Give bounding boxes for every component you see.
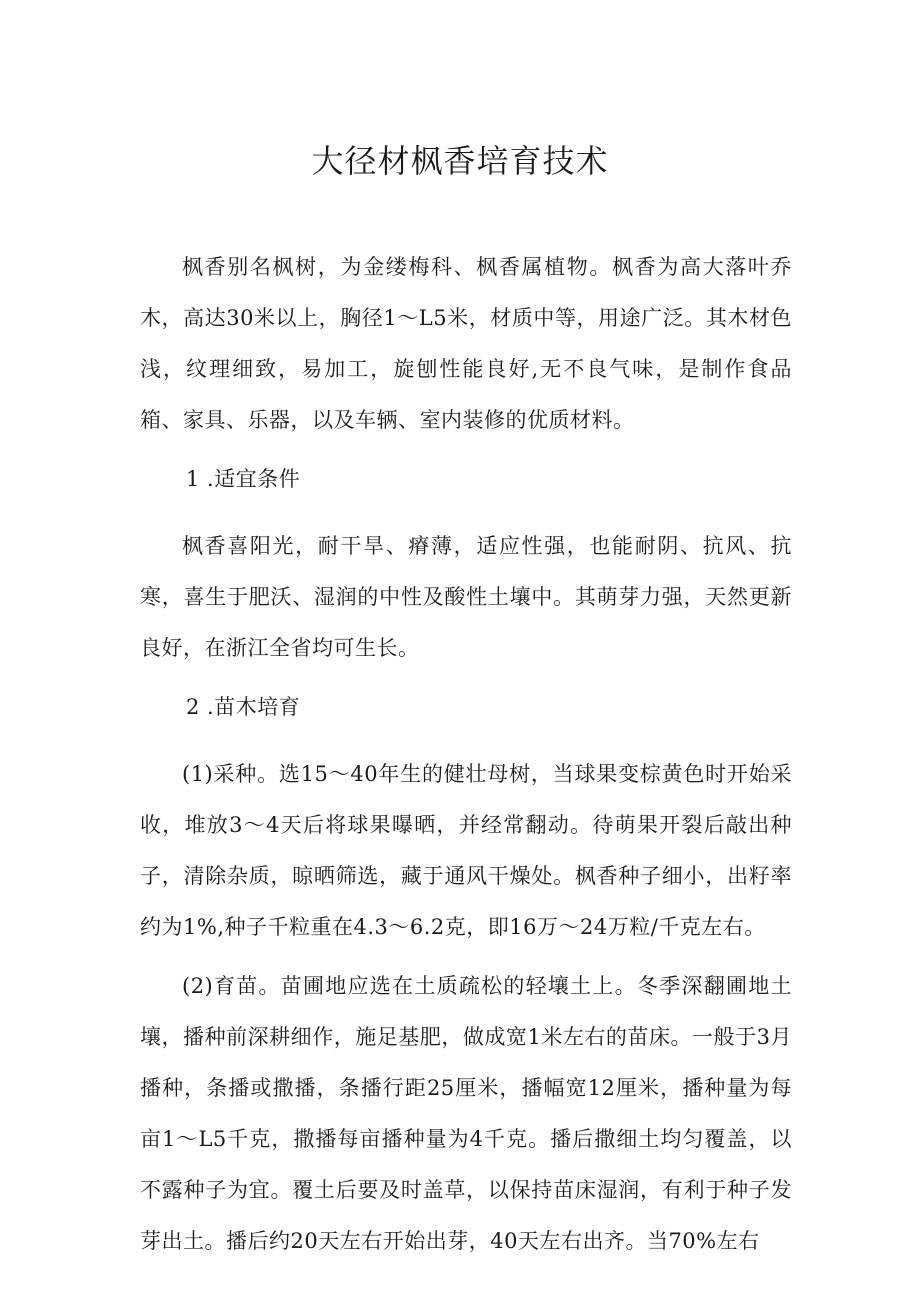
document-body	[140, 242, 792, 1275]
nursery-paragraph: (2)育苗。苗圃地应选在土质疏松的轻壤土上。冬季深翻圃地土壤，播种前深耕细作，施足基肥，做成宽1米左右的苗床。一般于3月播种，条播或撒播，条播行距25厘米，播幅宽12厘米，播种量为每亩1～L5千克，撒播每亩播种量为4千克。播后撒细土均匀覆盖，以不露种子为宜。覆土后要及时盖草，以保持苗床湿润，有利于种子发芽出土。播后约20天左右开始出芽，40天左右出齐。当70%左右	[140, 974, 792, 1253]
seed-collection-paragraph: (1)采种。选15～40年生的健壮母树，当球果变棕黄色时开始采收，堆放3～4天后将球果曝晒，并经常翻动。待萌果开裂后敲出种子，清除杂质，晾晒筛选，藏于通风干燥处。枫香种子细小，出籽率约为1%,种子千粒重在4.3～6.2克，即16万～24万粒/千克左右。	[140, 762, 792, 939]
conditions-paragraph: 枫香喜阳光，耐干旱、瘠薄，适应性强，也能耐阴、抗风、抗寒，喜生于肥沃、湿润的中性及酸性土壤中。其萌芽力强，天然更新良好，在浙江全省均可生长。	[140, 534, 792, 660]
section-heading-seedlings: 2 .苗木培育	[186, 695, 301, 719]
section-heading-conditions: 1 .适宜条件	[186, 467, 301, 491]
document-title: 大径材枫香培育技术	[311, 142, 609, 180]
intro-paragraph: 枫香别名枫树，为金缕梅科、枫香属植物。枫香为高大落叶乔木，高达30米以上，胸径1～L5米，材质中等，用途广泛。其木材色浅，纹理细致，易加工，旋刨性能良好,无不良气味，是制作食品箱、家具、乐器，以及车辆、室内装修的优质材料。	[140, 255, 792, 432]
